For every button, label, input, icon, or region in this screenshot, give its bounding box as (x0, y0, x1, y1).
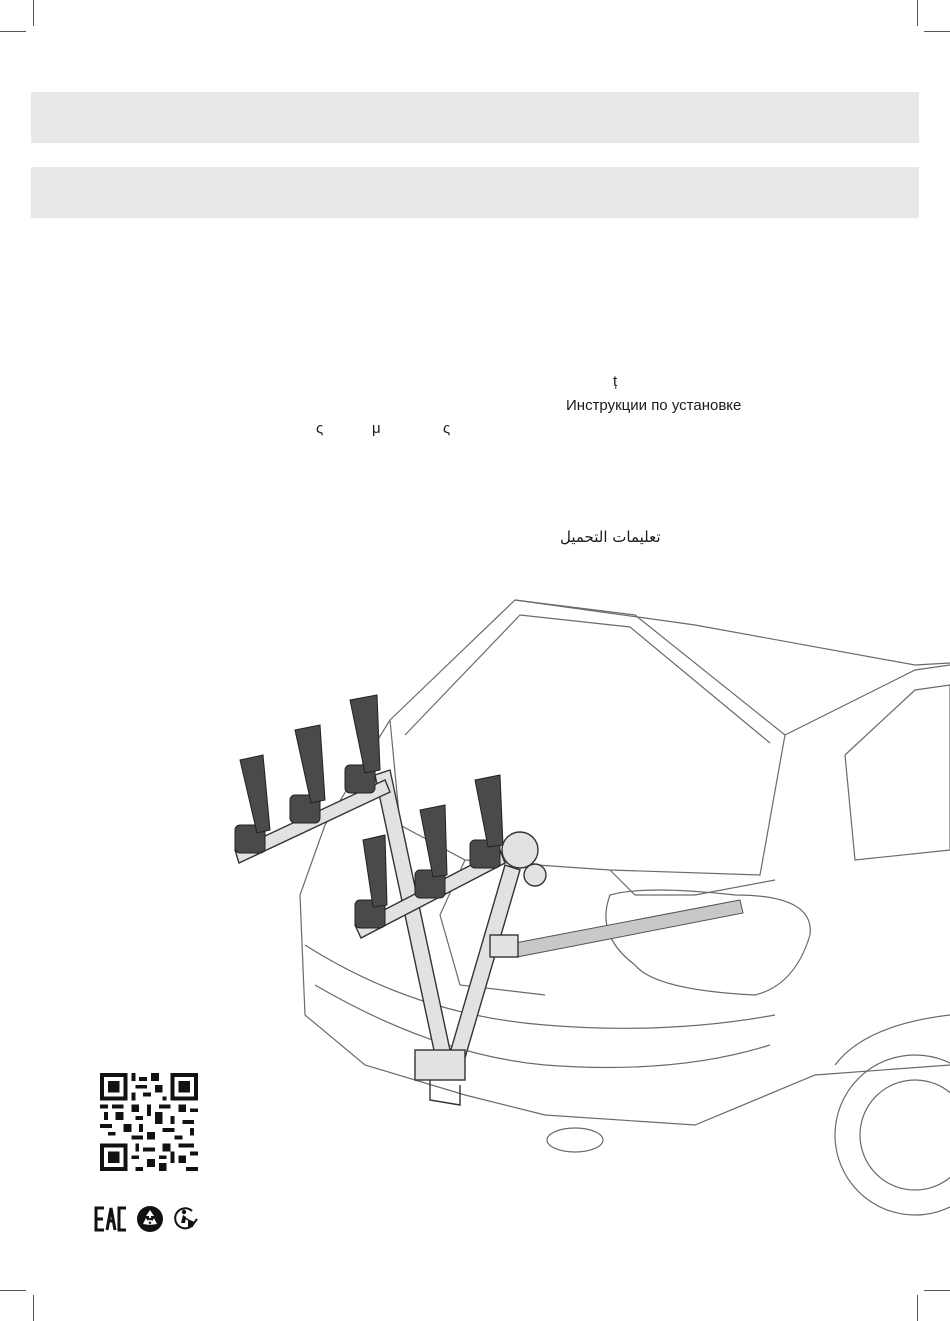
greek-text-fragment: ς (316, 420, 324, 437)
strap-buckle (490, 935, 518, 957)
crop-mark (917, 0, 918, 26)
bike-cradle (290, 725, 325, 823)
qr-code-icon[interactable] (100, 1073, 198, 1171)
bike-cradle (470, 775, 503, 868)
car-roof (515, 600, 950, 665)
subheader-band (31, 167, 919, 218)
arabic-instructions-label: تعليمات التحميل (560, 528, 661, 546)
eac-mark-icon (94, 1205, 128, 1233)
crop-mark (917, 1295, 918, 1321)
crop-mark (924, 31, 950, 32)
exhaust (547, 1128, 603, 1152)
certification-marks (94, 1205, 200, 1233)
hitch-mount (415, 1050, 465, 1080)
crop-mark (33, 1295, 34, 1321)
car-rear-window (390, 600, 785, 875)
rear-bumper (305, 945, 775, 1028)
russian-instructions-label: Инструкции по установке (566, 397, 742, 414)
crop-mark (0, 31, 26, 32)
disposal-icon (172, 1205, 200, 1233)
crop-mark (33, 0, 34, 26)
header-band (31, 92, 919, 143)
adjustment-knob (502, 832, 538, 868)
crop-mark (924, 1290, 950, 1291)
bike-cradle (235, 755, 270, 853)
tension-strap (515, 900, 743, 957)
greek-text-fragment: ς (443, 420, 451, 437)
greek-text-fragment: μ (372, 420, 381, 437)
bike-cradle (345, 695, 380, 793)
car-wheel (835, 1055, 950, 1215)
romanian-text: ț (613, 373, 618, 390)
bike-cradle (355, 835, 387, 928)
bike-cradle (415, 805, 447, 898)
bike-carrier-illustration (215, 595, 950, 1240)
crop-mark (0, 1290, 26, 1291)
recycling-icon (136, 1205, 164, 1233)
